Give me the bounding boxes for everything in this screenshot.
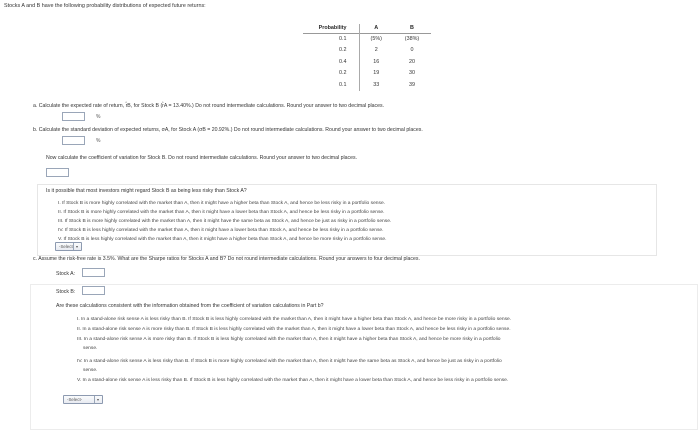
question-b-text: b. Calculate the standard deviation of expected returns, σA, for Stock A (σB = 20.92%.) Do not round intermediate calculations. Round your answer to two decimal places.	[33, 127, 423, 133]
stock-b-label: Stock B:	[56, 289, 76, 295]
cv-question-text: Now calculate the coefficient of variation for Stock B. Do not round intermediate calculations. Round your answer to two decimal places.	[46, 155, 358, 161]
probability-table	[303, 24, 431, 91]
cell-b: 30	[409, 70, 415, 77]
expected-return-b-input[interactable]	[62, 112, 85, 121]
consistency-option-4: IV. In a stand-alone risk sense A is less risky than B. If Stock B is more highly correlated with the market than A, then it might have the same beta as Stock A, and hence be just as risky in a portfolio	[77, 359, 502, 364]
chevron-down-icon: ▾	[94, 396, 101, 403]
chevron-down-icon: ▾	[73, 243, 80, 250]
cell-b: 39	[409, 81, 415, 88]
cell-a: 19	[359, 68, 393, 80]
cell-a: (5%)	[359, 33, 393, 45]
cell-probability: 0.2	[339, 47, 347, 54]
table-row	[303, 33, 431, 45]
table-row	[303, 56, 431, 68]
risk-option-2: II. If Stock B is more highly correlated with the market than A, then it might have a lower beta than Stock A, and hence be less risky in a portfolio sense.	[58, 210, 385, 215]
consistency-question-text: Are these calculations consistent with the information obtained from the coefficient of variation calculations in Part b?	[56, 303, 324, 309]
cell-b: 20	[409, 58, 415, 65]
sharpe-a-input[interactable]	[82, 268, 105, 277]
question-a-text: a. Calculate the expected rate of return, r̂B, for Stock B (r̂A = 13.40%.) Do not round intermediate calculations. Round your answer to two decimal places.	[33, 103, 385, 109]
cell-b: 0	[410, 47, 414, 54]
consistency-option-2: II. In a stand-alone risk sense A is more risky than B. If Stock B is less highly correlated with the market than A, then it might have a lower beta than Stock A, and hence be less risky in a portfolio sense.	[77, 327, 511, 332]
risk-select-dropdown[interactable]	[55, 242, 82, 251]
header-a: A	[359, 24, 393, 33]
risk-option-5: V. If Stock B is less highly correlated with the market than A, then it might have a higher beta than Stock A, and hence be more risky in a portfolio sense.	[58, 237, 387, 242]
cell-b: (38%)	[404, 36, 420, 42]
percent-unit-b: %	[96, 138, 101, 144]
consistency-option-5: V. In a stand-alone risk sense A is less risky than B. If Stock B is less highly correlated with the market than A, then it might have a lower beta than Stock A, and hence be less risky in a portfolio sense.	[77, 378, 509, 383]
risk-select-label: -Select-	[59, 244, 75, 249]
cell-probability: 0.4	[339, 58, 347, 65]
risk-option-1: I. If Stock B is more highly correlated with the market than A, then it might have a higher beta than Stock A, and hence be less risky in a portfolio sense.	[58, 201, 386, 206]
risk-question-text: Is it possible that most investors might regard Stock B as being less risky than Stock A?	[46, 188, 247, 194]
intro-text: Stocks A and B have the following probability distributions of expected future returns:	[4, 3, 206, 9]
cv-b-input[interactable]	[46, 168, 69, 177]
risk-option-3: III. If Stock B is more highly correlated with the market than A, then it might have the same beta as Stock A, and hence be just as risky in a portfolio sense.	[58, 219, 392, 224]
consistency-select-label: -Select-	[67, 397, 83, 402]
table-row	[303, 79, 431, 91]
cell-a: 16	[359, 56, 393, 68]
risk-option-4: IV. If Stock B is less highly correlated with the market than A, then it might have a lower beta than Stock A, and hence be less risky in a portfolio sense.	[58, 228, 384, 233]
consistency-option-4-cont: sense.	[83, 368, 98, 373]
cell-a: 2	[359, 45, 393, 57]
std-dev-a-input[interactable]	[62, 136, 85, 145]
header-b: B	[410, 25, 414, 32]
percent-unit-a: %	[96, 114, 101, 120]
cell-a: 33	[359, 79, 393, 91]
table-header-row	[303, 24, 431, 33]
question-c-text: c. Assume the risk-free rate is 3.5%. What are the Sharpe ratios for Stocks A and B? Do not round intermediate calculations. Round your answers to four decimal places.	[33, 256, 420, 262]
stock-a-label: Stock A:	[56, 271, 76, 277]
consistency-select-dropdown[interactable]	[63, 395, 103, 404]
consistency-option-3-cont: sense.	[83, 346, 98, 351]
table-row	[303, 45, 431, 57]
consistency-option-1: I. In a stand-alone risk sense A is less risky than B. If Stock B is less highly correlated with the market than A, then it might have a higher beta than Stock A, and hence be more risky in a portfolio sense.	[77, 317, 512, 322]
table-row	[303, 68, 431, 80]
cell-probability: 0.1	[339, 81, 347, 88]
cell-probability: 0.1	[339, 36, 347, 42]
consistency-option-3: III. In a stand-alone risk sense A is more risky than B. If Stock B is less highly correlated with the market than A, then it might have a higher beta than Stock A, and hence be more risky in a portfolio	[77, 337, 501, 342]
header-probability: Probability	[318, 25, 347, 32]
cell-probability: 0.2	[339, 70, 347, 77]
